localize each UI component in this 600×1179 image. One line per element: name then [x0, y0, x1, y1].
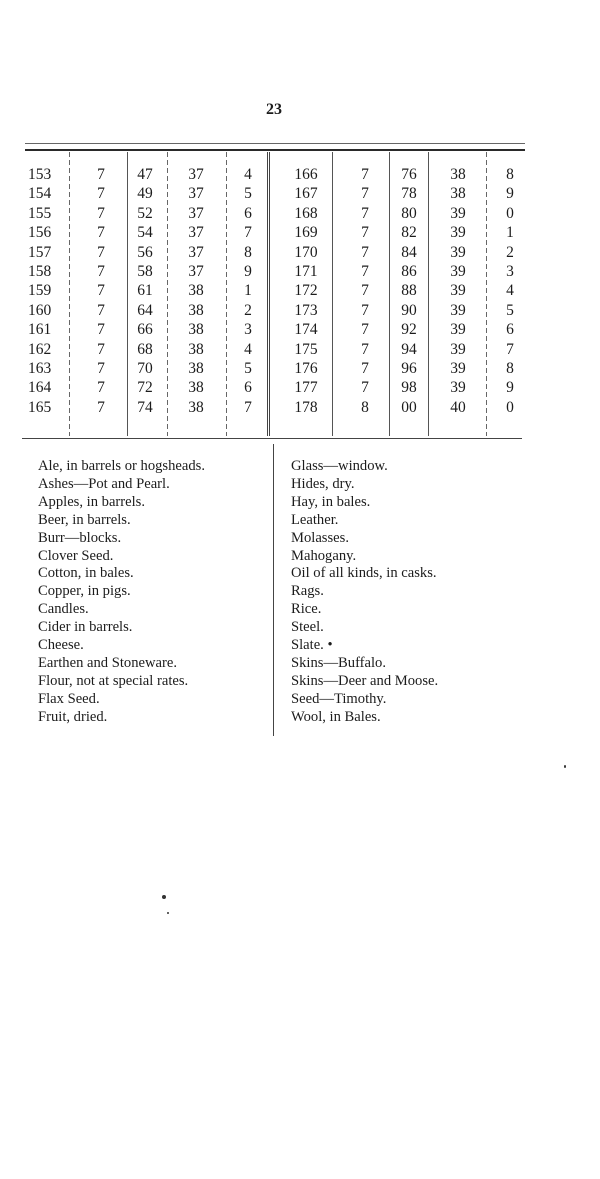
- table-cell: 37: [188, 224, 204, 242]
- list-item: Seed—Timothy.: [291, 690, 387, 707]
- table-cell: 74: [137, 398, 153, 416]
- table-row: [20, 282, 525, 301]
- table-row: [20, 185, 525, 204]
- table-cell: 54: [137, 224, 153, 242]
- table-cell: 56: [137, 243, 153, 261]
- table-cell: 2: [506, 243, 514, 261]
- table-cell: 5: [244, 359, 252, 377]
- table-cell: 38: [188, 398, 204, 416]
- list-item: Apples, in barrels.: [38, 493, 145, 510]
- table-cell: 177: [294, 379, 318, 397]
- table-cell: 39: [450, 243, 466, 261]
- list-item: Clover Seed.: [38, 547, 114, 564]
- table-cell: 7: [97, 398, 105, 416]
- table-cell: 7: [361, 204, 369, 222]
- table-row: [20, 263, 525, 282]
- table-cell: 7: [361, 340, 369, 358]
- table-row: [20, 205, 525, 224]
- table-cell: 37: [188, 204, 204, 222]
- table-cell: 168: [294, 204, 318, 222]
- table-cell: 66: [137, 321, 153, 339]
- table-cell: 92: [401, 321, 417, 339]
- list-item: Steel.: [291, 619, 324, 636]
- page-number: 23: [266, 101, 282, 118]
- table-cell: 76: [401, 166, 417, 183]
- table-cell: 72: [137, 379, 153, 397]
- table-cell: 165: [28, 398, 52, 416]
- table-cell: 166: [294, 166, 318, 183]
- table-cell: 90: [401, 301, 417, 319]
- table-cell: 38: [188, 340, 204, 358]
- table-cell: 9: [244, 262, 252, 280]
- list-item: Candles.: [38, 601, 89, 618]
- table-cell: 155: [28, 204, 52, 222]
- table-cell: 00: [401, 398, 417, 416]
- top-rule-thick: [25, 149, 525, 151]
- list-item: Cotton, in bales.: [38, 565, 134, 582]
- table-cell: 175: [294, 340, 318, 358]
- table-cell: 7: [244, 398, 252, 416]
- table-cell: 9: [506, 185, 514, 203]
- table-cell: 58: [137, 262, 153, 280]
- list-item: Flour, not at special rates.: [38, 672, 189, 689]
- list-item: Flax Seed.: [38, 690, 100, 707]
- table-cell: 171: [294, 262, 318, 280]
- table-row: [20, 321, 525, 340]
- table-cell: 2: [244, 301, 252, 319]
- table-cell: 38: [450, 166, 466, 183]
- table-cell: 154: [28, 185, 52, 203]
- table-cell: 38: [188, 282, 204, 300]
- table-cell: 37: [188, 262, 204, 280]
- table-cell: 40: [450, 398, 466, 416]
- table-cell: 39: [450, 262, 466, 280]
- print-speck: [167, 912, 169, 914]
- table-cell: 37: [188, 166, 204, 183]
- table-cell: 5: [244, 185, 252, 203]
- table-cell: 4: [244, 166, 252, 183]
- table-cell: 7: [97, 301, 105, 319]
- table-cell: 174: [294, 321, 318, 339]
- list-item: Earthen and Stoneware.: [38, 654, 177, 671]
- table-cell: 164: [28, 379, 52, 397]
- list-item: Mahogany.: [291, 547, 357, 564]
- table-cell: 160: [28, 301, 52, 319]
- table-cell: 8: [244, 243, 252, 261]
- table-cell: 0: [506, 204, 514, 222]
- table-cell: 7: [97, 166, 105, 183]
- table-cell: 4: [506, 282, 514, 300]
- table-cell: 7: [97, 185, 105, 203]
- table-cell: 7: [97, 204, 105, 222]
- list-item: Molasses.: [291, 529, 349, 546]
- table-cell: 7: [97, 224, 105, 242]
- items-list-left: [38, 458, 205, 727]
- table-cell: 70: [137, 359, 153, 377]
- list-item: Hides, dry.: [291, 475, 355, 492]
- rate-table: [20, 166, 525, 418]
- list-item: Ashes—Pot and Pearl.: [38, 475, 170, 492]
- table-cell: 39: [450, 379, 466, 397]
- table-cell: 80: [401, 204, 417, 222]
- list-item: Wool, in Bales.: [291, 708, 381, 725]
- table-cell: 169: [294, 224, 318, 242]
- table-cell: 7: [361, 282, 369, 300]
- table-cell: 3: [244, 321, 252, 339]
- table-cell: 68: [137, 340, 153, 358]
- table-cell: 96: [401, 359, 417, 377]
- table-row: [20, 166, 525, 185]
- table-cell: 88: [401, 282, 417, 300]
- list-item: Cheese.: [38, 637, 84, 654]
- table-cell: 153: [28, 166, 52, 183]
- table-cell: 78: [401, 185, 417, 203]
- table-cell: 161: [28, 321, 52, 339]
- table-cell: 1: [506, 224, 514, 242]
- table-cell: 8: [506, 359, 514, 377]
- table-cell: 49: [137, 185, 153, 203]
- table-cell: 64: [137, 301, 153, 319]
- list-item: Rags.: [291, 583, 324, 600]
- table-cell: 167: [294, 185, 318, 203]
- table-cell: 7: [361, 166, 369, 183]
- table-cell: 5: [506, 301, 514, 319]
- table-cell: 38: [188, 379, 204, 397]
- table-cell: 39: [450, 321, 466, 339]
- table-cell: 7: [361, 379, 369, 397]
- table-cell: 7: [97, 379, 105, 397]
- list-item: Glass—window.: [291, 458, 388, 474]
- table-cell: 39: [450, 224, 466, 242]
- table-cell: 7: [361, 359, 369, 377]
- table-cell: 7: [361, 262, 369, 280]
- list-item: Skins—Buffalo.: [291, 654, 387, 671]
- list-item: Burr—blocks.: [38, 529, 122, 546]
- list-item: Hay, in bales.: [291, 493, 371, 510]
- items-column-divider: [273, 444, 274, 736]
- table-cell: 38: [188, 359, 204, 377]
- list-item: Skins—Deer and Moose.: [291, 672, 439, 689]
- table-cell: 172: [294, 282, 318, 300]
- table-cell: 6: [244, 204, 252, 222]
- table-row: [20, 224, 525, 243]
- list-item: Cider in barrels.: [38, 619, 133, 636]
- table-cell: 7: [97, 340, 105, 358]
- table-cell: 157: [28, 243, 52, 261]
- table-cell: 6: [244, 379, 252, 397]
- table-cell: 159: [28, 282, 52, 300]
- table-cell: 94: [401, 340, 417, 358]
- table-cell: 4: [244, 340, 252, 358]
- list-item: Copper, in pigs.: [38, 583, 131, 600]
- table-cell: 39: [450, 359, 466, 377]
- list-item: Ale, in barrels or hogsheads.: [38, 458, 205, 474]
- print-speck: [564, 765, 566, 768]
- table-cell: 1: [244, 282, 252, 300]
- table-cell: 7: [361, 224, 369, 242]
- table-cell: 39: [450, 301, 466, 319]
- table-cell: 82: [401, 224, 417, 242]
- table-cell: 7: [97, 321, 105, 339]
- table-cell: 38: [450, 185, 466, 203]
- print-speck: [162, 895, 166, 899]
- table-cell: 98: [401, 379, 417, 397]
- table-cell: 158: [28, 262, 52, 280]
- list-item: Slate. •: [291, 637, 333, 654]
- table-cell: 39: [450, 282, 466, 300]
- list-item: Fruit, dried.: [38, 708, 108, 725]
- table-row: [20, 244, 525, 263]
- items-list-right: [291, 458, 438, 727]
- list-item: Leather.: [291, 511, 339, 528]
- table-cell: 38: [188, 321, 204, 339]
- list-item: Beer, in barrels.: [38, 511, 131, 528]
- list-item: Rice.: [291, 601, 322, 618]
- table-cell: 156: [28, 224, 52, 242]
- table-cell: 39: [450, 204, 466, 222]
- table-cell: 37: [188, 243, 204, 261]
- table-cell: 7: [361, 301, 369, 319]
- table-cell: 7: [506, 340, 514, 358]
- table-cell: 170: [294, 243, 318, 261]
- table-cell: 162: [28, 340, 52, 358]
- table-cell: 9: [506, 379, 514, 397]
- table-cell: 7: [97, 359, 105, 377]
- table-cell: 7: [361, 185, 369, 203]
- table-cell: 37: [188, 185, 204, 203]
- table-cell: 6: [506, 321, 514, 339]
- table-cell: 38: [188, 301, 204, 319]
- table-cell: 3: [506, 262, 514, 280]
- table-cell: 47: [137, 166, 153, 183]
- table-cell: 7: [97, 243, 105, 261]
- table-cell: 7: [244, 224, 252, 242]
- table-cell: 176: [294, 359, 318, 377]
- table-cell: 173: [294, 301, 318, 319]
- table-row: [20, 399, 525, 418]
- table-cell: 8: [361, 398, 369, 416]
- table-cell: 7: [97, 282, 105, 300]
- table-row: [20, 360, 525, 379]
- table-cell: 7: [361, 243, 369, 261]
- top-rule-thin: [25, 143, 525, 144]
- table-cell: 0: [506, 398, 514, 416]
- table-bottom-rule: [22, 438, 522, 439]
- table-row: [20, 379, 525, 398]
- table-cell: 61: [137, 282, 153, 300]
- table-cell: 52: [137, 204, 153, 222]
- table-cell: 86: [401, 262, 417, 280]
- table-cell: 7: [361, 321, 369, 339]
- table-cell: 163: [28, 359, 52, 377]
- table-cell: 8: [506, 166, 514, 183]
- table-cell: 84: [401, 243, 417, 261]
- list-item: Oil of all kinds, in casks.: [291, 565, 437, 582]
- table-cell: 178: [294, 398, 318, 416]
- table-cell: 39: [450, 340, 466, 358]
- table-cell: 7: [97, 262, 105, 280]
- table-row: [20, 302, 525, 321]
- table-row: [20, 341, 525, 360]
